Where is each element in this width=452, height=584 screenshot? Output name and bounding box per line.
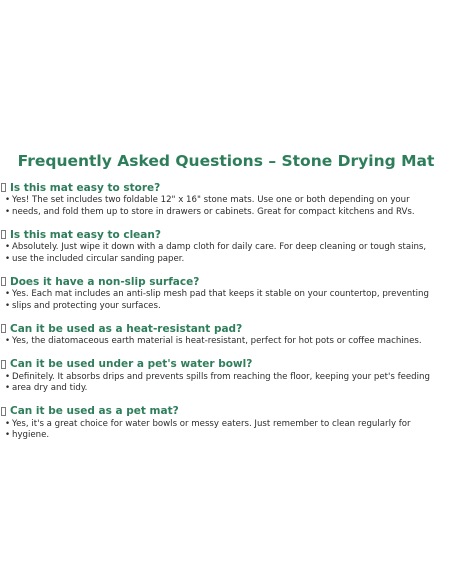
faq-question-text: Can it be used under a pet's water bowl? (10, 358, 253, 370)
faq-item (0, 321, 452, 348)
faq-item (0, 357, 452, 395)
answer-line: • Yes. Each mat includes an anti-slip mesh pad that keeps it stable on your countertop, preventing (0, 289, 452, 301)
faq-question-text: Is this mat easy to clean? (10, 228, 161, 241)
answer-line: • needs, and fold them up to store in drawers or cabinets. Great for compact kitchens and RVs. (0, 207, 452, 219)
faq-question-text: Is this mat easy to store? (10, 181, 161, 194)
faq-question (0, 321, 452, 336)
missing-glyph-icon (1, 407, 6, 416)
faq-question (0, 274, 452, 289)
faq-answer (0, 242, 452, 265)
missing-glyph-icon (1, 277, 6, 286)
faq-question (0, 227, 452, 242)
faq-answer (0, 336, 452, 348)
faq-item (0, 180, 452, 218)
faq-answer (0, 372, 452, 395)
faq-item (0, 404, 452, 442)
answer-line: • Absolutely. Just wipe it down with a damp cloth for daily care. For deep cleaning or tough stains, (0, 242, 452, 254)
faq-answer (0, 289, 452, 312)
answer-line: • use the included circular sanding paper. (0, 254, 452, 266)
answer-line: • Yes, it's a great choice for water bowls or messy eaters. Just remember to clean regularly for (0, 419, 452, 431)
answer-line: • hygiene. (0, 430, 452, 442)
answer-line: • slips and protecting your surfaces. (0, 301, 452, 313)
faq-question (0, 404, 452, 419)
missing-glyph-icon (1, 183, 6, 192)
faq-question (0, 180, 452, 195)
faq-answer (0, 419, 452, 442)
faq-item (0, 274, 452, 312)
faq-question-text: Can it be used as a heat-resistant pad? (10, 322, 243, 335)
faq-question (0, 357, 452, 372)
answer-line: • Yes, the diatomaceous earth material is heat-resistant, perfect for hot pots or coffee machines. (0, 336, 452, 348)
faq-answer (0, 195, 452, 218)
answer-line: • Definitely. It absorbs drips and prevents spills from reaching the floor, keeping your pet's feeding (0, 372, 452, 384)
faq-item (0, 227, 452, 265)
missing-glyph-icon (1, 360, 6, 369)
answer-line: • Yes! The set includes two foldable 12" x 16" stone mats. Use one or both depending on your (0, 195, 452, 207)
faq-question-text: Can it be used as a pet mat? (10, 405, 179, 417)
faq-question-text: Does it have a non-slip surface? (10, 275, 200, 288)
missing-glyph-icon (1, 230, 6, 239)
faq-list (0, 180, 452, 451)
missing-glyph-icon (1, 324, 6, 333)
page-title: Frequently Asked Questions – Stone Drying Mat (17, 152, 435, 170)
answer-line: • area dry and tidy. (0, 383, 452, 395)
